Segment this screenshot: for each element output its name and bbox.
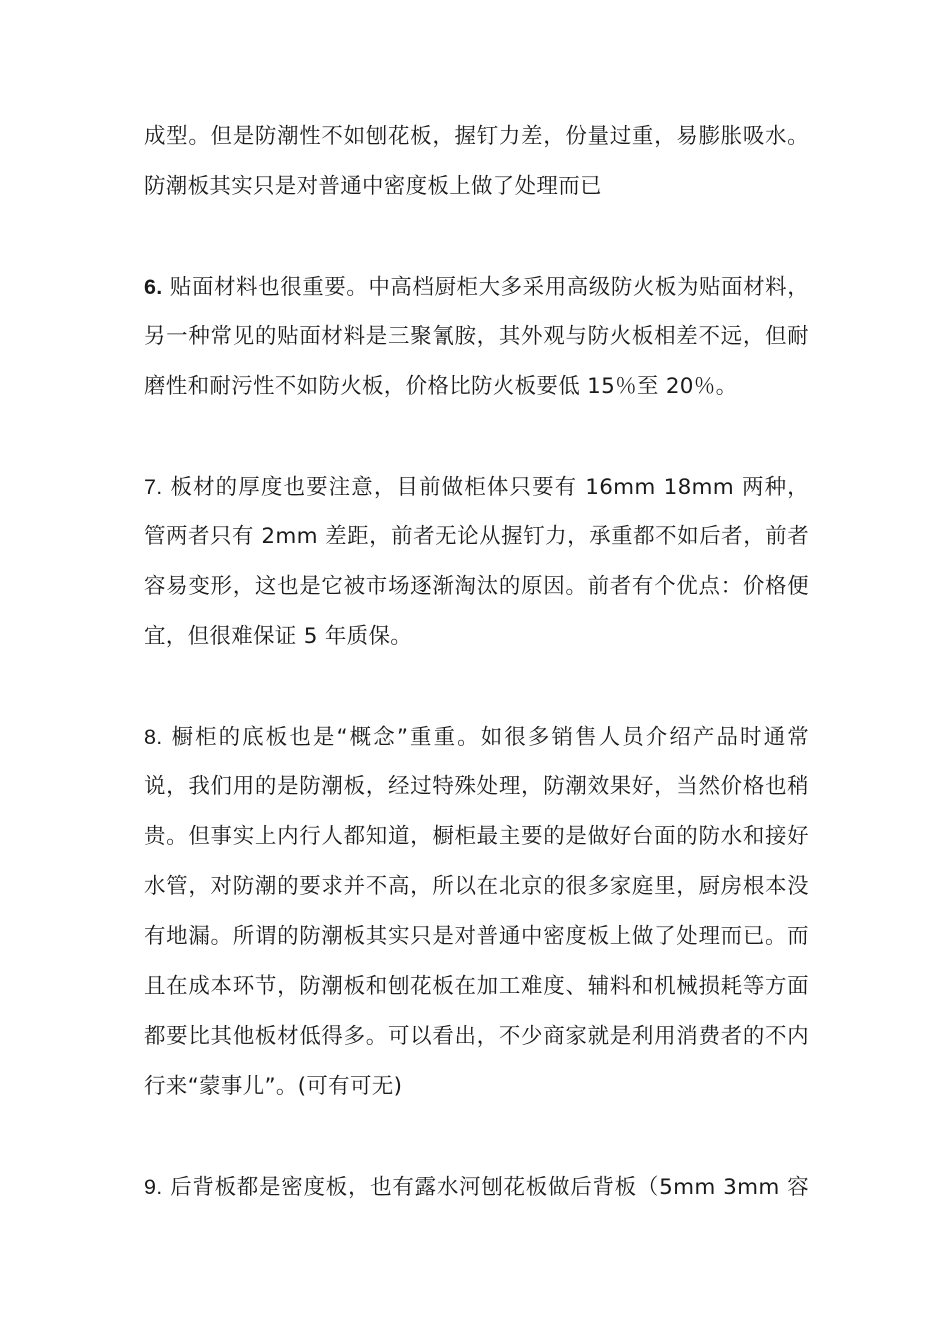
paragraph-text: 板材的厚度也要注意，目前做柜体只要有 16mm 18mm 两种， [170, 475, 809, 500]
paragraph-gap [144, 212, 809, 262]
item-number: 8. [144, 725, 163, 749]
paragraph-text: 贴面材料也很重要。中高档厨柜大多采用高级防火板为贴面材料， [169, 275, 809, 300]
paragraph-line: 容易变形，这也是它被市场逐渐淘汰的原因。前者有个优点：价格便 [144, 574, 809, 599]
list-item-7-first-line [144, 462, 809, 512]
paragraph-line: 贵。但事实上内行人都知道，橱柜最主要的是做好台面的防水和接好 [144, 824, 809, 849]
paragraph-gap [144, 1112, 809, 1162]
paragraph-line: 行来“蒙事儿”。(可有可无) [144, 1074, 403, 1099]
paragraph-line: 另一种常见的贴面材料是三聚氰胺，其外观与防火板相差不远，但耐 [144, 324, 809, 349]
item-number: 7. [144, 475, 163, 499]
paragraph-line: 都要比其他板材低得多。可以看出，不少商家就是利用消费者的不内 [144, 1024, 809, 1049]
paragraph-text: 橱柜的底板也是“概念”重重。如很多销售人员介绍产品时通常 [171, 725, 809, 750]
document-page [144, 112, 809, 1212]
paragraph-line: 成型。但是防潮性不如刨花板，握钉力差，份量过重，易膨胀吸水。 [144, 124, 809, 149]
paragraph-line: 有地漏。所谓的防潮板其实只是对普通中密度板上做了处理而已。而 [144, 924, 809, 949]
paragraph-line: 防潮板其实只是对普通中密度板上做了处理而已 [144, 174, 602, 199]
paragraph-line: 说，我们用的是防潮板，经过特殊处理，防潮效果好，当然价格也稍 [144, 774, 809, 799]
paragraph-gap [144, 662, 809, 712]
list-item-8-first-line [144, 712, 809, 762]
paragraph-line: 管两者只有 2mm 差距，前者无论从握钉力，承重都不如后者，前者 [144, 524, 809, 549]
item-number: 6. [144, 275, 163, 299]
paragraph-text: 后背板都是密度板，也有露水河刨花板做后背板（5mm 3mm 容 [170, 1175, 809, 1200]
paragraph-line: 且在成本环节，防潮板和刨花板在加工难度、辅料和机械损耗等方面 [144, 974, 809, 999]
paragraph-line: 宜，但很难保证 5 年质保。 [144, 624, 413, 649]
paragraph-line: 水管，对防潮的要求并不高，所以在北京的很多家庭里，厨房根本没 [144, 874, 809, 899]
item-number: 9. [144, 1175, 163, 1199]
paragraph-line: 磨性和耐污性不如防火板，价格比防火板要低 15％至 20％。 [144, 374, 738, 399]
paragraph-gap [144, 412, 809, 462]
list-item-6-first-line [144, 262, 809, 312]
list-item-9-first-line [144, 1162, 809, 1212]
